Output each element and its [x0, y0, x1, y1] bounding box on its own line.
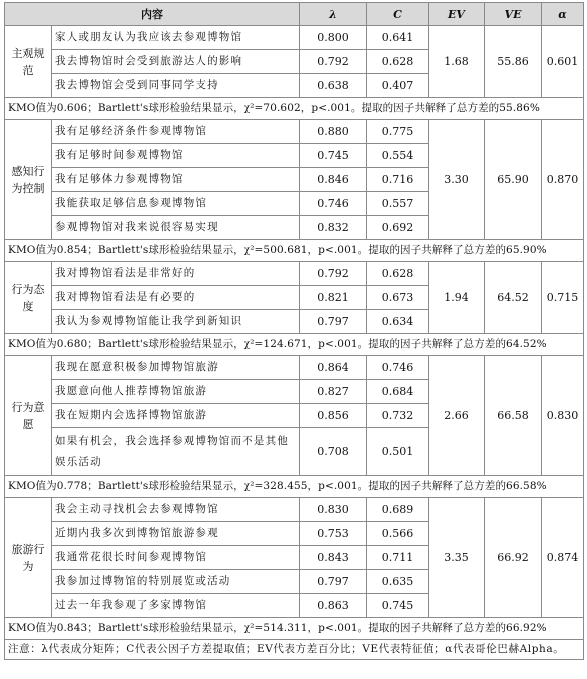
item-cell: 我有足够体力参观博物馆: [52, 168, 300, 192]
lambda-cell: 0.792: [300, 262, 367, 286]
lambda-cell: 0.708: [300, 428, 367, 476]
kmo-summary: KMO值为0.680；Bartlett's球形检验结果显示，χ²=124.671，p<.001。提取的因子共解释了总方差的64.52%: [5, 334, 584, 356]
c-cell: 0.501: [367, 428, 429, 476]
item-cell: 我参加过博物馆的特别展览或活动: [52, 570, 300, 594]
note-row: [5, 640, 584, 660]
item-cell: 如果有机会，我会选择参观博物馆而不是其他娱乐活动: [52, 428, 300, 476]
header-ve: VE: [485, 3, 542, 26]
item-cell: 过去一年我参观了多家博物馆: [52, 594, 300, 618]
item-cell: 我有足够时间参观博物馆: [52, 144, 300, 168]
alpha-cell: 0.715: [542, 262, 584, 334]
c-cell: 0.554: [367, 144, 429, 168]
item-cell: 参观博物馆对我来说很容易实现: [52, 216, 300, 240]
lambda-cell: 0.832: [300, 216, 367, 240]
item-cell: 我对博物馆看法是有必要的: [52, 286, 300, 310]
c-cell: 0.716: [367, 168, 429, 192]
ev-cell: 3.35: [429, 498, 485, 618]
lambda-cell: 0.821: [300, 286, 367, 310]
c-cell: 0.407: [367, 74, 429, 98]
ev-cell: 1.68: [429, 26, 485, 98]
lambda-cell: 0.863: [300, 594, 367, 618]
item-cell: 我会主动寻找机会去参观博物馆: [52, 498, 300, 522]
lambda-cell: 0.753: [300, 522, 367, 546]
header-c: C: [367, 3, 429, 26]
lambda-cell: 0.797: [300, 570, 367, 594]
header-content: 内容: [5, 3, 300, 26]
item-cell: 近期内我多次到博物馆旅游参观: [52, 522, 300, 546]
c-cell: 0.628: [367, 262, 429, 286]
c-cell: 0.692: [367, 216, 429, 240]
dimension-cell: 行为意愿: [5, 356, 52, 476]
alpha-cell: 0.874: [542, 498, 584, 618]
c-cell: 0.684: [367, 380, 429, 404]
c-cell: 0.711: [367, 546, 429, 570]
lambda-cell: 0.638: [300, 74, 367, 98]
c-cell: 0.634: [367, 310, 429, 334]
lambda-cell: 0.746: [300, 192, 367, 216]
header-alpha: α: [542, 3, 584, 26]
alpha-cell: 0.870: [542, 120, 584, 240]
factor-analysis-table: [4, 2, 584, 660]
kmo-summary: KMO值为0.606；Bartlett's球形检验结果显示，χ²=70.602，p<.001。提取的因子共解释了总方差的55.86%: [5, 98, 584, 120]
table-row: [5, 120, 584, 144]
c-cell: 0.673: [367, 286, 429, 310]
lambda-cell: 0.797: [300, 310, 367, 334]
table-note: 注意：λ代表成分矩阵；C代表公因子方差提取值；EV代表方差百分比；VE代表特征值；α代表哥伦巴赫Alpha。: [5, 640, 584, 660]
table-row: [5, 262, 584, 286]
kmo-row: [5, 476, 584, 498]
lambda-cell: 0.843: [300, 546, 367, 570]
item-cell: 我通常花很长时间参观博物馆: [52, 546, 300, 570]
lambda-cell: 0.846: [300, 168, 367, 192]
c-cell: 0.641: [367, 26, 429, 50]
ev-cell: 3.30: [429, 120, 485, 240]
dimension-cell: 主观规范: [5, 26, 52, 98]
item-cell: 家人或朋友认为我应该去参观博物馆: [52, 26, 300, 50]
item-cell: 我对博物馆看法是非常好的: [52, 262, 300, 286]
c-cell: 0.557: [367, 192, 429, 216]
c-cell: 0.566: [367, 522, 429, 546]
item-cell: 我现在愿意积极参加博物馆旅游: [52, 356, 300, 380]
lambda-cell: 0.827: [300, 380, 367, 404]
ev-cell: 1.94: [429, 262, 485, 334]
header-ev: EV: [429, 3, 485, 26]
item-cell: 我认为参观博物馆能让我学到新知识: [52, 310, 300, 334]
item-cell: 我去博物馆会受到同事同学支持: [52, 74, 300, 98]
dimension-cell: 感知行为控制: [5, 120, 52, 240]
lambda-cell: 0.880: [300, 120, 367, 144]
kmo-row: [5, 334, 584, 356]
c-cell: 0.628: [367, 50, 429, 74]
header-lambda: λ: [300, 3, 367, 26]
dimension-cell: 旅游行为: [5, 498, 52, 618]
c-cell: 0.745: [367, 594, 429, 618]
item-cell: 我有足够经济条件参观博物馆: [52, 120, 300, 144]
table-row: [5, 356, 584, 380]
item-cell: 我愿意向他人推荐博物馆旅游: [52, 380, 300, 404]
lambda-cell: 0.856: [300, 404, 367, 428]
lambda-cell: 0.792: [300, 50, 367, 74]
lambda-cell: 0.864: [300, 356, 367, 380]
kmo-summary: KMO值为0.854；Bartlett's球形检验结果显示，χ²=500.681，p<.001。提取的因子共解释了总方差的65.90%: [5, 240, 584, 262]
item-cell: 我在短期内会选择博物馆旅游: [52, 404, 300, 428]
c-cell: 0.732: [367, 404, 429, 428]
kmo-summary: KMO值为0.843；Bartlett's球形检验结果显示，χ²=514.311，p<.001。提取的因子共解释了总方差的66.92%: [5, 618, 584, 640]
ev-cell: 2.66: [429, 356, 485, 476]
alpha-cell: 0.601: [542, 26, 584, 98]
kmo-row: [5, 618, 584, 640]
table-row: [5, 26, 584, 50]
c-cell: 0.775: [367, 120, 429, 144]
item-cell: 我能获取足够信息参观博物馆: [52, 192, 300, 216]
c-cell: 0.689: [367, 498, 429, 522]
lambda-cell: 0.830: [300, 498, 367, 522]
ve-cell: 65.90: [485, 120, 542, 240]
c-cell: 0.635: [367, 570, 429, 594]
item-cell: 我去博物馆时会受到旅游达人的影响: [52, 50, 300, 74]
ve-cell: 66.92: [485, 498, 542, 618]
ve-cell: 55.86: [485, 26, 542, 98]
dimension-cell: 行为态度: [5, 262, 52, 334]
c-cell: 0.746: [367, 356, 429, 380]
lambda-cell: 0.745: [300, 144, 367, 168]
ve-cell: 66.58: [485, 356, 542, 476]
header-row: [5, 3, 584, 26]
kmo-row: [5, 240, 584, 262]
alpha-cell: 0.830: [542, 356, 584, 476]
kmo-summary: KMO值为0.778；Bartlett's球形检验结果显示，χ²=328.455，p<.001。提取的因子共解释了总方差的66.58%: [5, 476, 584, 498]
kmo-row: [5, 98, 584, 120]
table-row: [5, 498, 584, 522]
lambda-cell: 0.800: [300, 26, 367, 50]
ve-cell: 64.52: [485, 262, 542, 334]
